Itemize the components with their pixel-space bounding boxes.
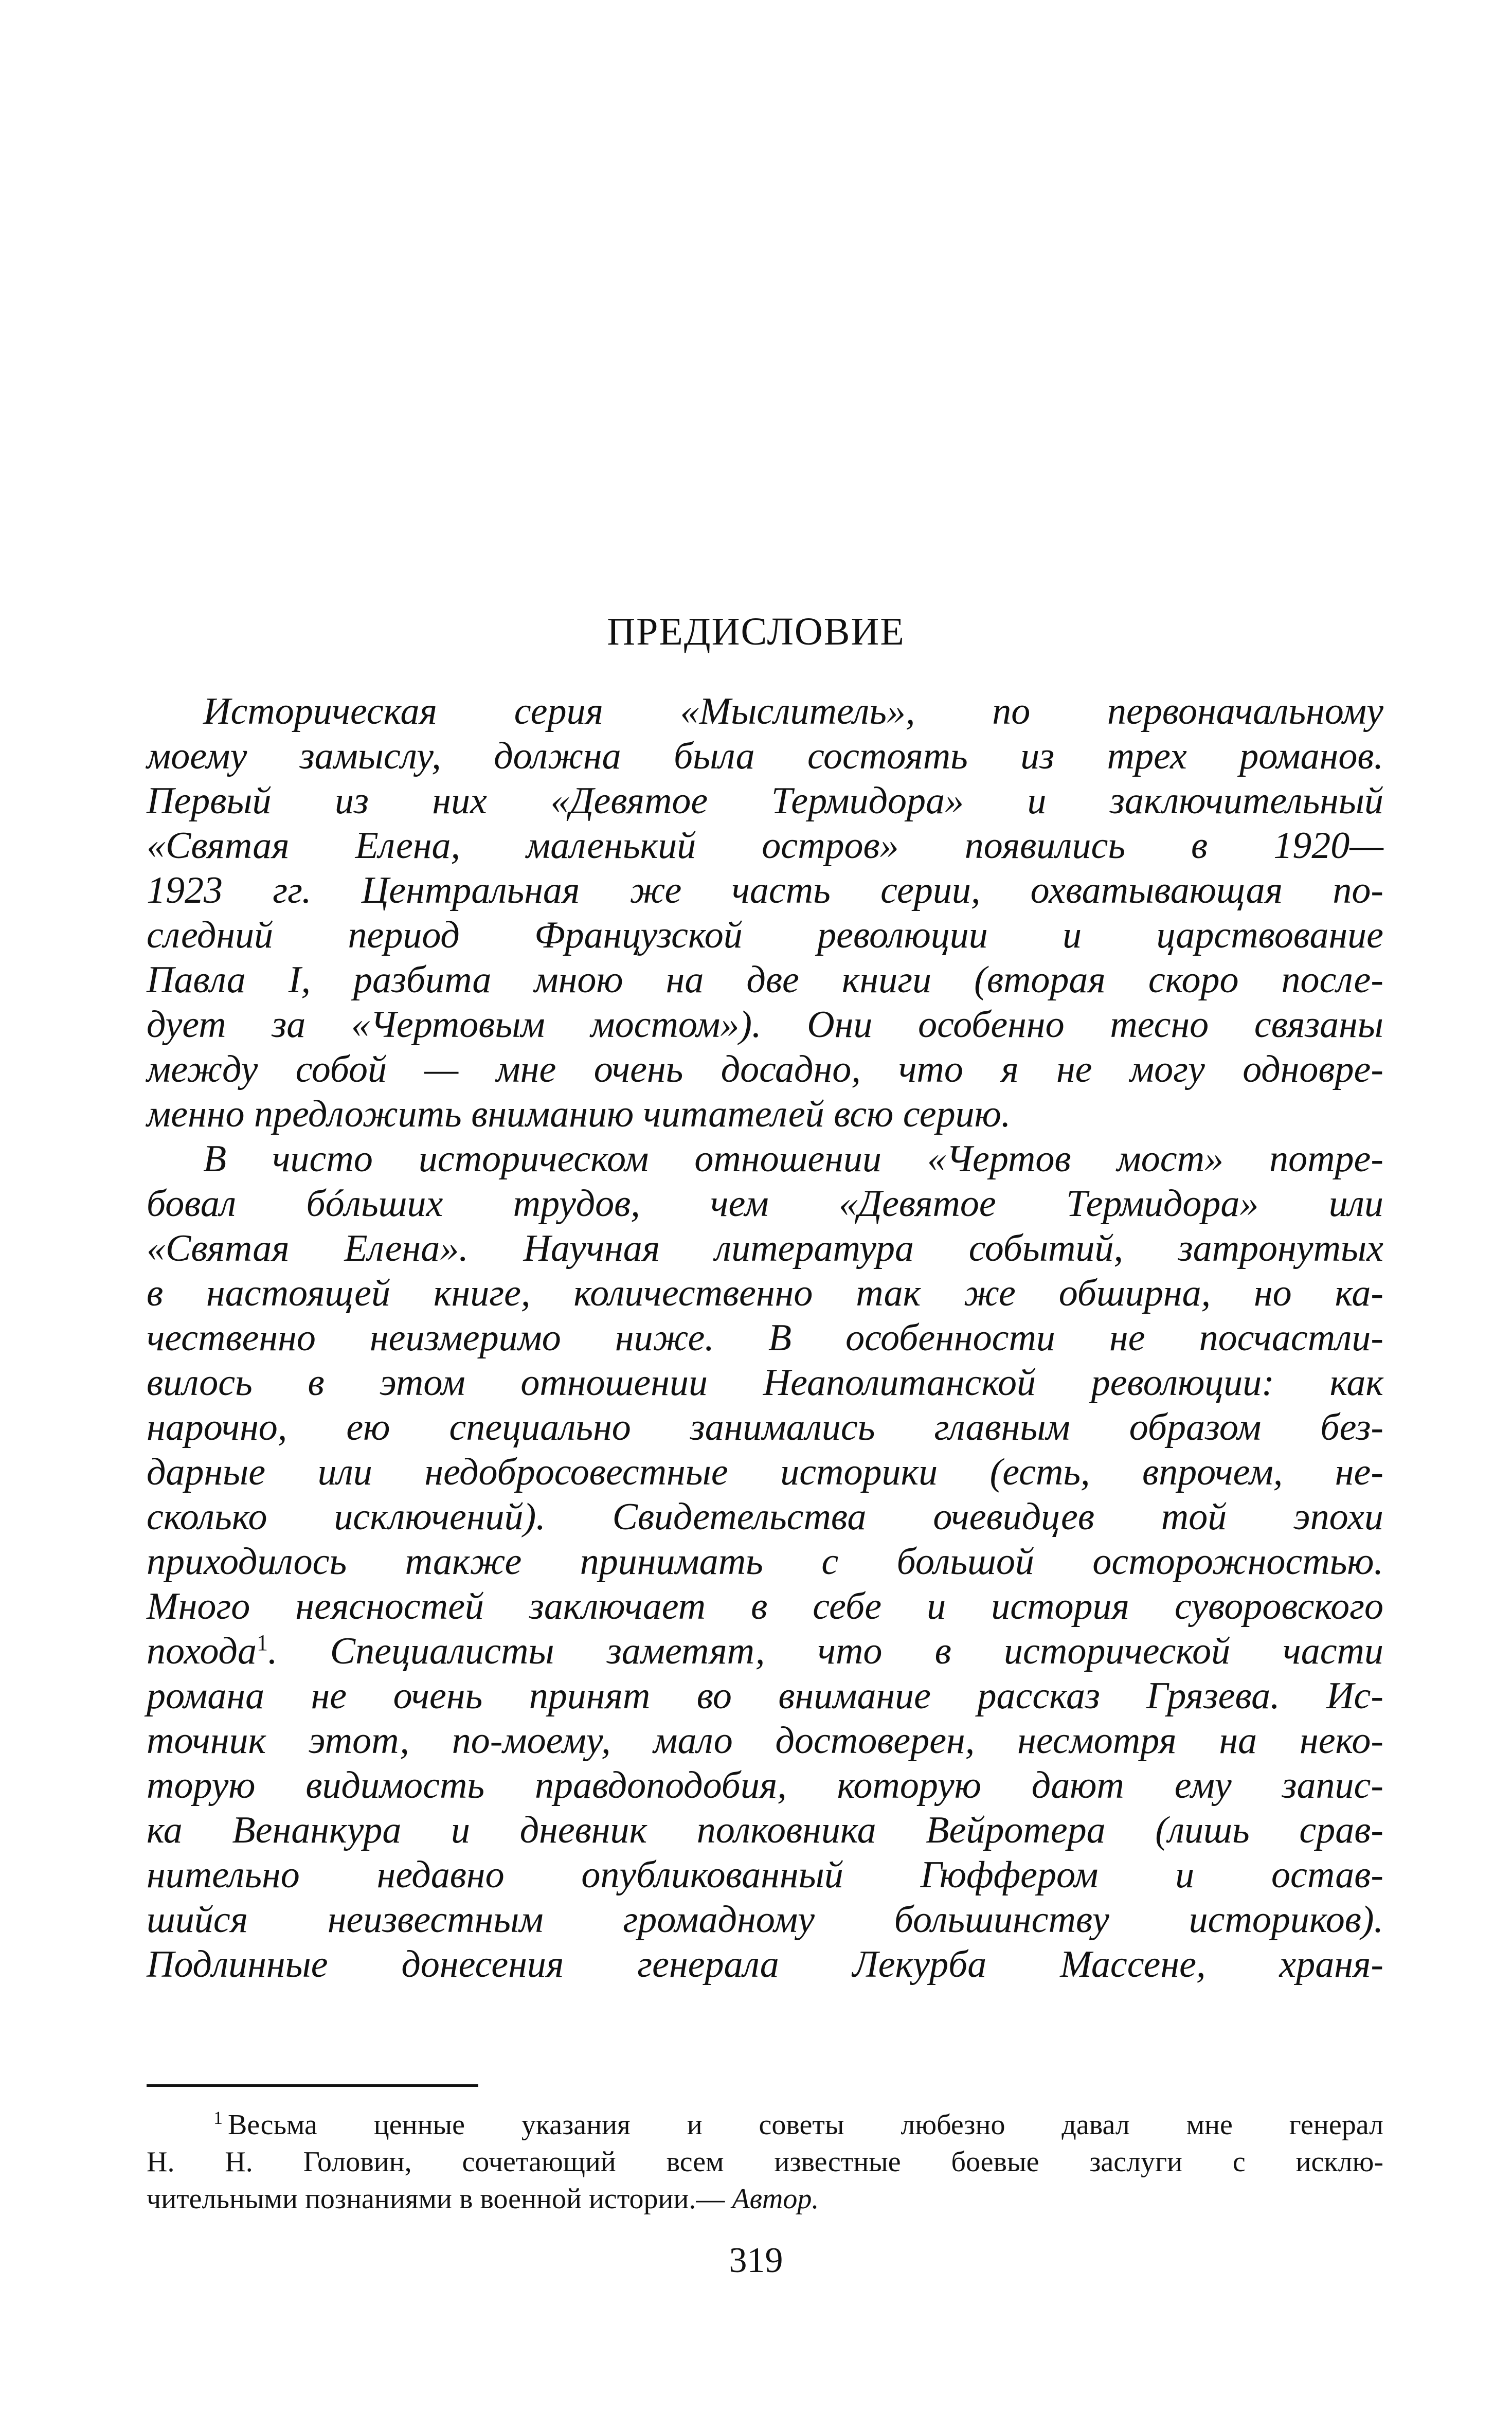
text-line: чественно неизмеримо ниже. В особенности не посчастли- [147, 1317, 1383, 1359]
text-line: дует за «Чертовым мостом»). Они особенно тесно связаны [147, 1004, 1383, 1046]
text-line: шийся неизвестным громадному большинству историков). [147, 1899, 1383, 1941]
text-line: в настоящей книге, количественно так же обширна, но ка- [147, 1272, 1383, 1314]
text-line: сколько исключений). Свидетельства очевидцев той эпохи [147, 1496, 1383, 1538]
text-line: В чисто историческом отношении «Чертов мост» потре- [203, 1138, 1383, 1180]
text-fragment: . Специалисты заметят, что в исторической части [267, 1630, 1383, 1672]
text-line: бовал бóльших трудов, чем «Девятое Термидора» или [147, 1183, 1383, 1225]
footnote-reference[interactable]: 1 [256, 1630, 268, 1655]
footnote-line [147, 2180, 1383, 2218]
footnote-separator [147, 2084, 478, 2087]
text-line: Подлинные донесения генерала Лекурба Массене, храня- [147, 1943, 1383, 1986]
text-line: 1923 гг. Центральная же часть серии, охватывающая по- [147, 869, 1383, 911]
text-line: следний период Французской революции и царствование [147, 914, 1383, 956]
text-line: «Святая Елена, маленький остров» появились в 1920— [147, 825, 1383, 867]
footnote-author: Автор. [732, 2183, 819, 2215]
text-line: вилось в этом отношении Неаполитанской революции: как [147, 1362, 1383, 1404]
text-line: Первый из них «Девятое Термидора» и заключительный [147, 780, 1383, 822]
text-line: «Святая Елена». Научная литература событий, затронутых [147, 1227, 1383, 1269]
footnote-text: Весьма ценные указания и советы любезно давал мне генерал [228, 2109, 1383, 2141]
text-line: нарочно, ею специально занимались главным образом без- [147, 1406, 1383, 1449]
text-line: приходилось также принимать с большой осторожностью. [147, 1541, 1383, 1583]
text-line: моему замыслу, должна была состоять из трех романов. [147, 735, 1383, 777]
text-line: ка Венанкура и дневник полковника Вейротера (лишь срав- [147, 1809, 1383, 1851]
text-line-with-footnote-mark [147, 1629, 1383, 1674]
footnote [147, 2106, 1383, 2218]
text-line: точник этот, по-моему, мало достоверен, несмотря на неко- [147, 1720, 1383, 1762]
page-number: 319 [729, 2241, 783, 2280]
text-line: торую видимость правдоподобия, которую дают ему запис- [147, 1764, 1383, 1807]
text-fragment: похода [147, 1630, 257, 1672]
body-text [147, 689, 1383, 1987]
text-line: Историческая серия «Мыслитель», по первоначальному [203, 690, 1383, 732]
text-line: менно предложить вниманию читателей всю серию. [147, 1093, 1011, 1135]
text-line: романа не очень принят во внимание рассказ Грязева. Ис- [147, 1675, 1383, 1717]
footnote-number: 1 [213, 2107, 223, 2128]
text-line: Много неясностей заключает в себе и история суворовского [147, 1585, 1383, 1628]
chapter-heading: ПРЕДИСЛОВИЕ [607, 610, 905, 653]
text-line: дарные или недобросовестные историки (есть, впрочем, не- [147, 1451, 1383, 1493]
text-line: нительно недавно опубликованный Гюффером и остав- [147, 1854, 1383, 1896]
footnote-line: Н. Н. Головин, сочетающий всем известные боевые заслуги с исклю- [147, 2146, 1383, 2178]
text-line: между собой — мне очень досадно, что я не могу одновре- [147, 1048, 1383, 1090]
text-line: Павла I, разбита мною на две книги (вторая скоро после- [147, 959, 1383, 1001]
footnote-line [147, 2106, 1383, 2143]
footnote-text: чительными познаниями в военной истории.— [147, 2183, 732, 2215]
